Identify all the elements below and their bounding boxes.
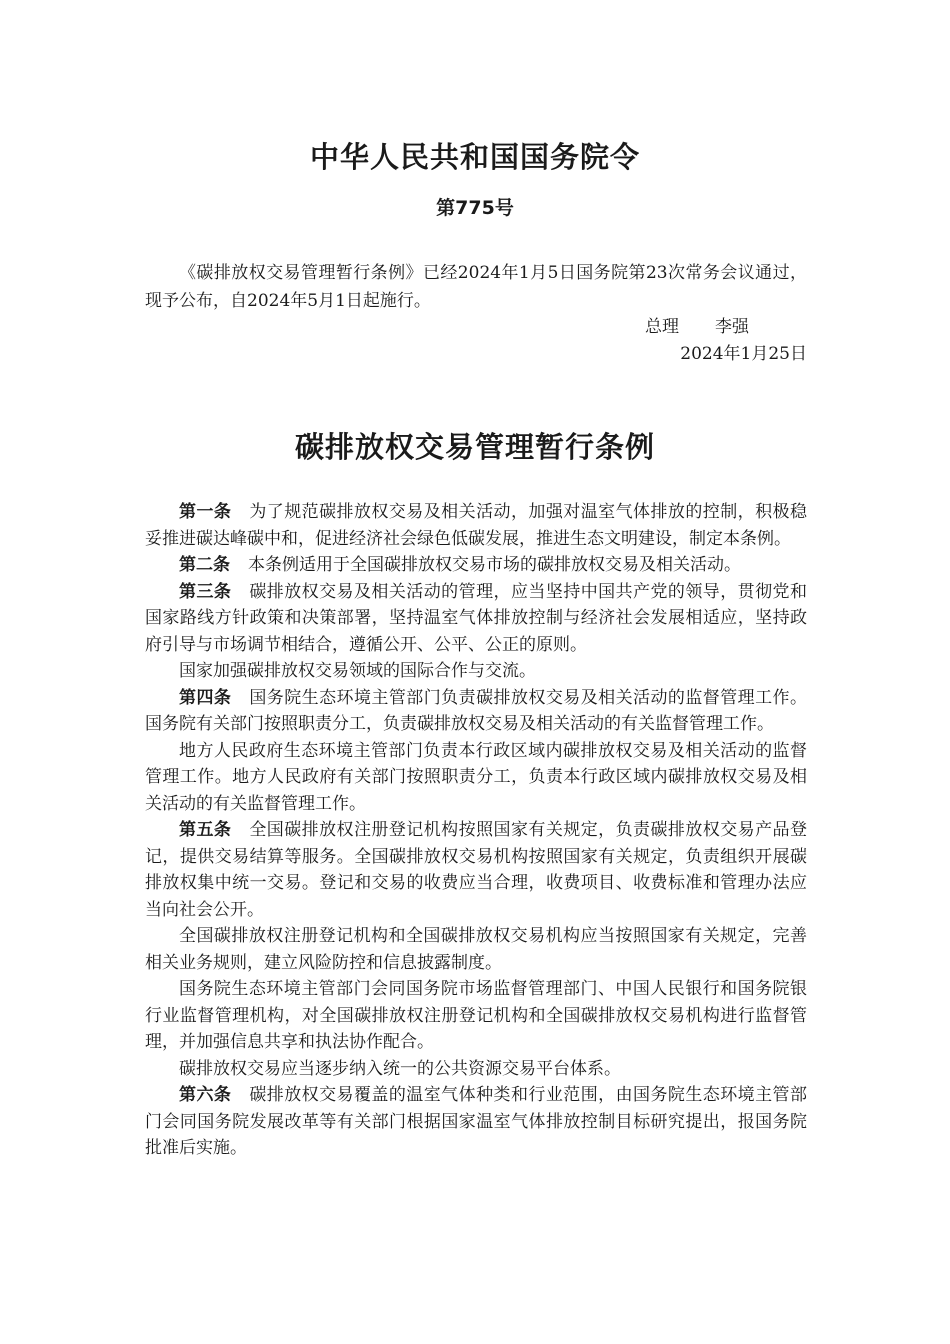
article-number: 第二条 — [179, 555, 230, 575]
signing-date: 2024年1月25日 — [680, 344, 807, 364]
article-paragraph — [145, 1082, 807, 1162]
article-number: 第一条 — [179, 502, 232, 522]
article-text: 国务院生态环境主管部门负责碳排放权交易及相关活动的监督管理工作。国务院有关部门按照职责分工，负责碳排放权交易及相关活动的有关监督管理工作。 — [145, 687, 808, 734]
paragraph — [145, 923, 807, 976]
signer — [645, 313, 845, 341]
article-number: 第六条 — [179, 1085, 232, 1105]
paragraph — [145, 1056, 807, 1083]
announcement-text: 《碳排放权交易管理暂行条例》已经2024年1月5日国务院第23次常务会议通过，现予公布，自2024年5月1日起施行。 — [145, 263, 807, 311]
regulation-title: 碳排放权交易管理暂行条例 — [294, 430, 655, 464]
signer-title: 总理 — [645, 317, 679, 337]
article-number: 第五条 — [179, 820, 232, 840]
article-paragraph — [145, 579, 807, 659]
article-text: 碳排放权交易及相关活动的管理，应当坚持中国共产党的领导，贯彻党和国家路线方针政策和决策部署，坚持温室气体排放控制与经济社会发展相适应，坚持政府引导与市场调节相结合，遵循公开、公平、公正的原则。 — [145, 581, 808, 655]
decree-number: 第775号 — [436, 197, 514, 219]
article-paragraph — [145, 499, 807, 552]
paragraph — [145, 738, 807, 818]
article-number: 第四条 — [179, 687, 232, 708]
paragraph — [145, 658, 807, 685]
article-paragraph — [145, 552, 807, 579]
paragraph-text: 国家加强碳排放权交易领域的国际合作与交流。 — [179, 661, 536, 681]
regulation-body — [145, 499, 807, 1162]
article-text: 全国碳排放权注册登记机构按照国家有关规定，负责碳排放权交易产品登记，提供交易结算等服务。全国碳排放权交易机构按照国家有关规定，负责组织开展碳排放权集中统一交易。登记和交易的收费应当合理，收费项目、收费标准和管理办法应当向社会公开。 — [145, 820, 808, 920]
paragraph-text: 地方人民政府生态环境主管部门负责本行政区域内碳排放权交易及相关活动的监督管理工作。地方人民政府有关部门按照职责分工，负责本行政区域内碳排放权交易及相关活动的有关监督管理工作。 — [145, 740, 807, 814]
paragraph-text: 碳排放权交易应当逐步纳入统一的公共资源交易平台体系。 — [179, 1058, 621, 1079]
decree-title: 中华人民共和国国务院令 — [309, 140, 640, 174]
article-paragraph — [145, 817, 807, 923]
article-number: 第三条 — [179, 581, 232, 602]
article-text: 为了规范碳排放权交易及相关活动，加强对温室气体排放的控制，积极稳妥推进碳达峰碳中和，促进经济社会绿色低碳发展，推进生态文明建设，制定本条例。 — [145, 502, 808, 549]
paragraph-text: 全国碳排放权注册登记机构和全国碳排放权交易机构应当按照国家有关规定，完善相关业务规则，建立风险防控和信息披露制度。 — [145, 926, 807, 973]
article-paragraph — [145, 685, 807, 738]
signer-name: 李强 — [715, 317, 749, 337]
paragraph — [145, 976, 807, 1056]
article-text: 本条例适用于全国碳排放权交易市场的碳排放权交易及相关活动。 — [248, 555, 741, 575]
article-text: 碳排放权交易覆盖的温室气体种类和行业范围，由国务院生态环境主管部门会同国务院发展改革等有关部门根据国家温室气体排放控制目标研究提出，报国务院批准后实施。 — [145, 1085, 808, 1158]
paragraph-text: 国务院生态环境主管部门会同国务院市场监督管理部门、中国人民银行和国务院银行业监督管理机构，对全国碳排放权注册登记机构和全国碳排放权交易机构进行监督管理，并加强信息共享和执法协作配合。 — [145, 979, 807, 1052]
